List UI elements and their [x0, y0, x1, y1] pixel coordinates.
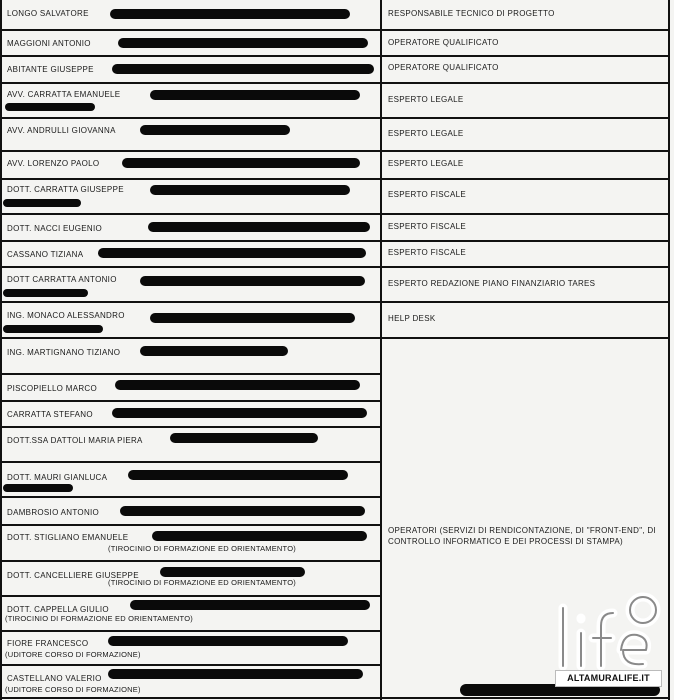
- staff-role: ESPERTO LEGALE: [388, 159, 464, 168]
- staff-name: DOTT. CARRATTA GIUSEPPE: [7, 185, 124, 194]
- staff-name: DOTT.SSA DATTOLI MARIA PIERA: [7, 436, 143, 445]
- redaction-bar: [150, 185, 350, 195]
- staff-name: PISCOPIELLO MARCO: [7, 384, 98, 393]
- redaction-bar: [140, 125, 290, 135]
- staff-name: AVV. CARRATTA EMANUELE: [7, 90, 121, 99]
- redaction-bar: [3, 289, 88, 297]
- row-divider: [0, 630, 381, 632]
- staff-name: DAMBROSIO ANTONIO: [7, 508, 100, 517]
- row-divider: [0, 697, 670, 699]
- redaction-bar: [148, 222, 370, 232]
- staff-role: ESPERTO FISCALE: [388, 222, 467, 231]
- staff-name: CARRATTA STEFANO: [7, 410, 93, 419]
- redaction-bar: [98, 248, 366, 258]
- redaction-bar: [160, 567, 305, 577]
- staff-name: LONGO SALVATORE: [7, 9, 89, 18]
- staff-role: OPERATORE QUALIFICATO: [388, 63, 499, 72]
- redaction-bar: [140, 346, 288, 356]
- staff-name: AVV. LORENZO PAOLO: [7, 159, 100, 168]
- staff-name: ING. MARTIGNANO TIZIANO: [7, 348, 121, 357]
- row-divider: [0, 400, 381, 402]
- staff-role: ESPERTO LEGALE: [388, 95, 464, 104]
- staff-name: DOTT. CAPPELLA GIULIO: [7, 605, 109, 614]
- redaction-bar: [112, 408, 367, 418]
- staff-note: (UDITORE CORSO DI FORMAZIONE): [5, 685, 141, 694]
- redaction-bar: [110, 9, 350, 19]
- staff-note: (TIROCINIO DI FORMAZIONE ED ORIENTAMENTO): [5, 614, 193, 623]
- row-divider: [0, 55, 670, 57]
- operators-role: OPERATORI (SERVIZI DI RENDICONTAZIONE, DI "FRONT-END", DI CONTROLLO INFORMATICO E DEI PROCESSI DI STAMPA): [388, 526, 656, 546]
- staff-name: DOTT. CANCELLIERE GIUSEPPE: [7, 571, 139, 580]
- row-divider: [0, 82, 670, 84]
- redaction-bar: [150, 90, 360, 100]
- redaction-bar: [3, 199, 81, 207]
- redaction-bar: [120, 506, 365, 516]
- redaction-bar: [150, 313, 355, 323]
- redaction-bar: [108, 636, 348, 646]
- staff-name: CASSANO TIZIANA: [7, 250, 84, 259]
- redaction-bar: [112, 64, 374, 74]
- row-divider: [0, 240, 670, 242]
- redaction-bar: [118, 38, 368, 48]
- row-divider: [0, 560, 381, 562]
- redaction-bar: [3, 325, 103, 333]
- redaction-bar: [140, 276, 365, 286]
- staff-note: (TIROCINIO DI FORMAZIONE ED ORIENTAMENTO): [108, 544, 296, 553]
- staff-role: RESPONSABILE TECNICO DI PROGETTO: [388, 9, 555, 18]
- row-divider: [0, 117, 670, 119]
- redaction-bar: [122, 158, 360, 168]
- redaction-bar: [130, 600, 370, 610]
- staff-name: MAGGIONI ANTONIO: [7, 39, 91, 48]
- redaction-bar: [3, 484, 73, 492]
- staff-role: ESPERTO REDAZIONE PIANO FINANZIARIO TARES: [388, 279, 596, 288]
- redaction-bar: [128, 470, 348, 480]
- row-divider: [0, 266, 670, 268]
- row-divider: [0, 301, 670, 303]
- row-divider: [0, 29, 670, 31]
- row-divider: [0, 496, 381, 498]
- redaction-bar: [108, 669, 363, 679]
- row-divider: [0, 524, 381, 526]
- logo-caption: ALTAMURALIFE.IT: [555, 670, 662, 687]
- staff-name: DOTT. MAURI GIANLUCA: [7, 473, 108, 482]
- row-divider: [0, 213, 670, 215]
- redaction-bar: [152, 531, 367, 541]
- row-divider: [0, 337, 670, 339]
- staff-name: ING. MONACO ALESSANDRO: [7, 311, 125, 320]
- row-divider: [0, 150, 670, 152]
- row-divider: [0, 178, 670, 180]
- redaction-bar: [170, 433, 318, 443]
- staff-note: (TIROCINIO DI FORMAZIONE ED ORIENTAMENTO): [108, 578, 296, 587]
- row-divider: [0, 595, 381, 597]
- row-divider: [0, 373, 381, 375]
- staff-note: (UDITORE CORSO DI FORMAZIONE): [5, 650, 141, 659]
- staff-name: DOTT CARRATTA ANTONIO: [7, 275, 117, 284]
- row-divider: [0, 426, 381, 428]
- staff-role: ESPERTO FISCALE: [388, 190, 467, 199]
- row-divider: [0, 664, 381, 666]
- column-divider-right: [668, 0, 670, 700]
- row-divider: [0, 461, 381, 463]
- staff-role: ESPERTO FISCALE: [388, 248, 467, 257]
- staff-name: ABITANTE GIUSEPPE: [7, 65, 94, 74]
- staff-name: DOTT. NACCI EUGENIO: [7, 224, 103, 233]
- redaction-bar: [115, 380, 360, 390]
- redaction-bar: [5, 103, 95, 111]
- staff-name: FIORE FRANCESCO: [7, 639, 89, 648]
- staff-role: ESPERTO LEGALE: [388, 129, 464, 138]
- staff-name: DOTT. STIGLIANO EMANUELE: [7, 533, 129, 542]
- staff-name: AVV. ANDRULLI GIOVANNA: [7, 126, 116, 135]
- staff-role: HELP DESK: [388, 314, 436, 323]
- staff-role: OPERATORE QUALIFICATO: [388, 38, 499, 47]
- staff-name: CASTELLANO VALERIO: [7, 674, 102, 683]
